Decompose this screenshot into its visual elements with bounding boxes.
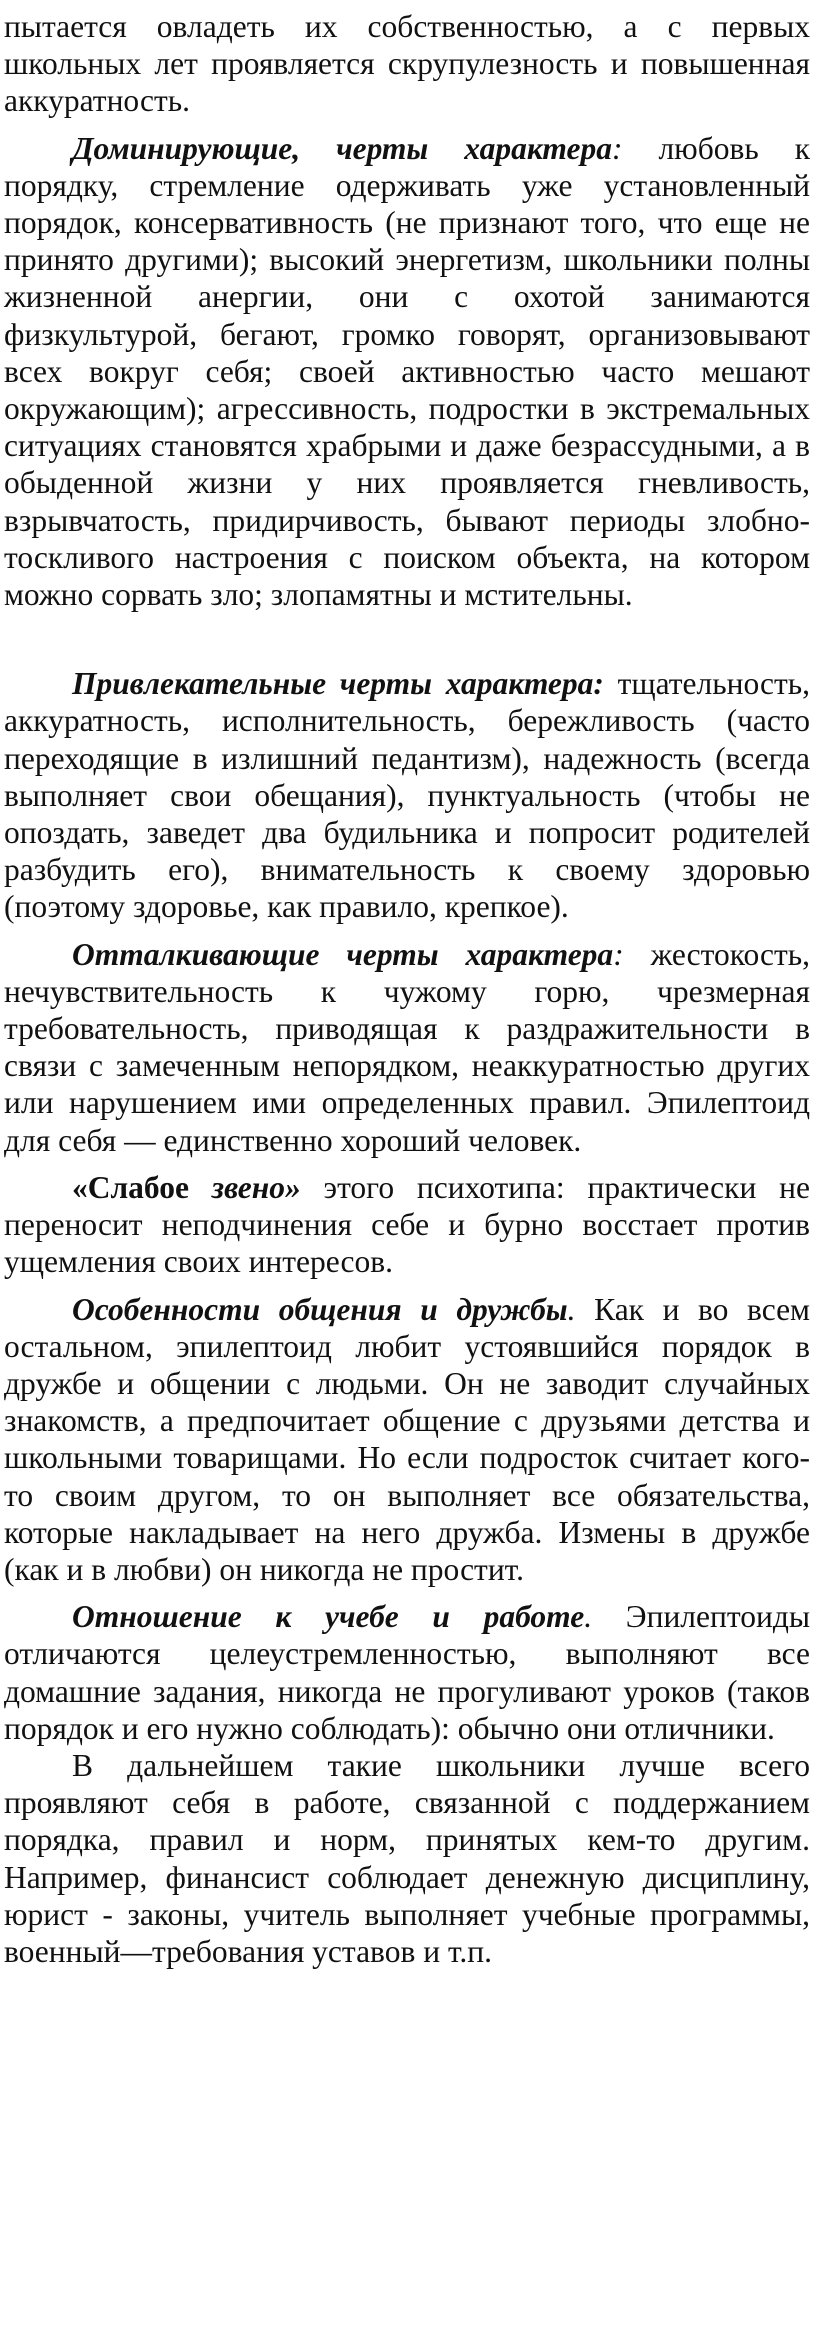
paragraph-text: тщательность, аккуратность, исполнительность, бережливость (часто переходящие в излишний педантизм), надежность (всегда выполняет свои обещания), пунктуальность (чтобы не опоздать, заведет два будильника и попросит родителей разбудить его), внимательность к своему здоровью (поэтому здоровье, как правило, крепкое). [4, 666, 810, 925]
paragraph-communication [4, 1291, 810, 1589]
section-heading-part: «Слабое [72, 1169, 212, 1205]
section-heading: Отталкивающие черты характера [72, 936, 614, 972]
paragraph-study-work [4, 1598, 810, 1747]
paragraph-text: пытается овладеть их собственностью, а с первых школьных лет проявляется скрупулезность и повышенная аккуратность. [4, 9, 810, 119]
paragraph-dominant-traits [4, 130, 810, 614]
paragraph-text: В дальнейшем такие школьники лучше всего проявляют себя в работе, связанной с поддержанием порядка, правил и норм, принятых кем-то другим. Например, финансист соблюдает денежную дисциплину, юрист - законы, учитель выполняет учебные программы, военный—требования уставов и т.п. [4, 1747, 810, 1969]
paragraph-text: жестокость, нечувствительность к чужому горю, чрезмерная требовательность, приводящая к раздражительности в связи с замеченным непорядком, неаккуратностью других или нарушением ими определенных правил. Эпилептоид для себя — единственно хороший человек. [4, 936, 810, 1158]
paragraph-career [4, 1747, 810, 1970]
section-heading: Доминирующие, черты характера [72, 130, 612, 166]
paragraph-attractive-traits [4, 665, 810, 925]
heading-dot: . [584, 1599, 593, 1635]
heading-dot: . [567, 1291, 576, 1327]
paragraph-text: Эпилептоиды отличаются целеустремленностью, выполняют все домашние задания, никогда не прогуливают уроков (таков порядок и его нужно соблюдать): обычно они отличники. [4, 1599, 811, 1746]
section-heading: Особенности общения и дружбы [72, 1291, 568, 1327]
paragraph-weak-link [4, 1169, 810, 1281]
section-heading: Отношение к учебе и работе [72, 1599, 585, 1635]
section-heading: Привлекательные черты характера: [72, 666, 604, 702]
section-heading-part: звено» [211, 1169, 301, 1205]
paragraph-text: Как и во всем остальном, эпилептоид любит устоявшийся порядок в дружбе и общении с людьми. Он не заводит случайных знакомств, а предпочитает общение с друзьями детства и школьными товарищами. Но если подросток считает кого-то своим другом, то он выполняет все обязательства, которые накладывает на него дружба. Измены в дружбе (как и в любви) он никогда не простит. [4, 1291, 810, 1587]
paragraph-continuation [4, 8, 810, 120]
heading-colon: : [611, 130, 623, 166]
paragraph-repulsive-traits [4, 936, 810, 1159]
paragraph-text: этого психотипа: практически не переносит неподчинения себе и бурно восстает против ущемления своих интересов. [4, 1169, 810, 1280]
paragraph-text: любовь к порядку, стремление одерживать уже установленный порядок, консервативность (не признают того, что еще не принято другими); высокий энергетизм, школьники полны жизненной анергии, они с охотой занимаются физкультурой, бегают, громко говорят, организовывают всех вокруг себя; своей активностью часто мешают окружающим); агрессивность, подростки в экстремальных ситуациях становятся храбрыми и даже безрассудными, а в обыденной жизни у них проявляется гневливость, взрывчатость, придирчивость, бывают периоды злобно-тоскливого настроения с поиском объекта, на котором можно сорвать зло; злопамятны и мстительны. [4, 130, 810, 613]
heading-colon: : [613, 936, 624, 972]
